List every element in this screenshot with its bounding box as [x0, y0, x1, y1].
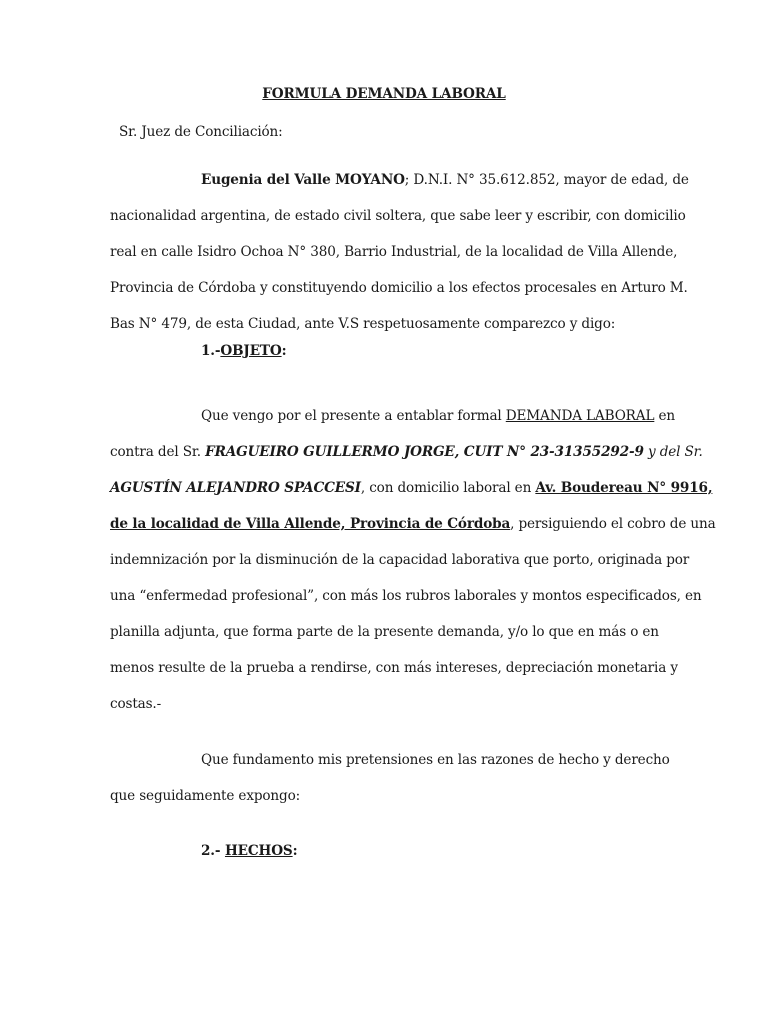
work-address: Av. Boudereau N° 9916, — [535, 480, 713, 496]
objeto-paragraph — [110, 398, 716, 722]
demanda-laboral-label: DEMANDA LABORAL — [505, 408, 655, 424]
objeto-text: Que vengo por el presente a entablar formal — [201, 408, 506, 424]
section-heading-objeto — [201, 343, 286, 359]
objeto-line-6: una “enfermedad profesional”, con más los rubros laborales y montos especificados, en — [110, 588, 702, 604]
objeto-text: , persiguiendo el cobro de una — [510, 516, 716, 532]
intro-paragraph — [110, 162, 689, 342]
section-number: 2.- — [201, 843, 225, 859]
section-label: HECHOS — [224, 843, 293, 859]
fundamento-line-1: Que fundamento mis pretensiones en las razones de hecho y derecho — [201, 752, 670, 768]
objeto-line-2 — [110, 434, 703, 470]
objeto-text: en — [654, 408, 675, 424]
plaintiff-name: Eugenia del Valle MOYANO — [201, 172, 405, 188]
objeto-line-3 — [110, 470, 713, 506]
objeto-line-5: indemnización por la disminución de la capacidad laborativa que porto, originada por — [110, 552, 690, 568]
intro-line-1 — [110, 162, 689, 198]
section-colon: : — [281, 343, 287, 359]
section-colon: : — [292, 843, 298, 859]
work-address-locality: de la localidad de Villa Allende, Provincia de Córdoba — [110, 516, 511, 532]
objeto-line-1 — [110, 398, 675, 434]
intro-text-1: ; D.N.I. N° 35.612.852, mayor de edad, de — [404, 172, 689, 188]
section-label: OBJETO — [220, 343, 282, 359]
intro-line-2: nacionalidad argentina, de estado civil soltera, que sabe leer y escribir, con domicilio — [110, 208, 686, 224]
section-heading-hechos — [201, 843, 297, 859]
defendant-1: FRAGUEIRO GUILLERMO JORGE, CUIT N° 23-31355292-9 — [205, 444, 644, 460]
objeto-line-8: menos resulte de la prueba a rendirse, con más intereses, depreciación monetaria y — [110, 660, 678, 676]
intro-line-4: Provincia de Córdoba y constituyendo domicilio a los efectos procesales en Arturo M. — [110, 280, 688, 296]
fundamento-paragraph — [110, 742, 670, 814]
objeto-text: y del Sr. — [643, 444, 703, 460]
objeto-line-7: planilla adjunta, que forma parte de la presente demanda, y/o lo que en más o en — [110, 624, 659, 640]
defendant-2: AGUSTÍN ALEJANDRO SPACCESI — [110, 480, 361, 496]
intro-line-3: real en calle Isidro Ochoa N° 380, Barrio Industrial, de la localidad de Villa Allende, — [110, 244, 678, 260]
salutation: Sr. Juez de Conciliación: — [119, 124, 283, 140]
objeto-text: , con domicilio laboral en — [360, 480, 536, 496]
fundamento-line-2: que seguidamente expongo: — [110, 788, 301, 804]
objeto-text: contra del Sr. — [110, 444, 206, 460]
intro-line-5: Bas N° 479, de esta Ciudad, ante V.S respetuosamente comparezco y digo: — [110, 316, 616, 332]
section-number: 1.- — [201, 343, 221, 359]
document-title: FORMULA DEMANDA LABORAL — [262, 86, 506, 102]
objeto-line-4 — [110, 506, 716, 542]
objeto-line-9: costas.- — [110, 696, 162, 712]
